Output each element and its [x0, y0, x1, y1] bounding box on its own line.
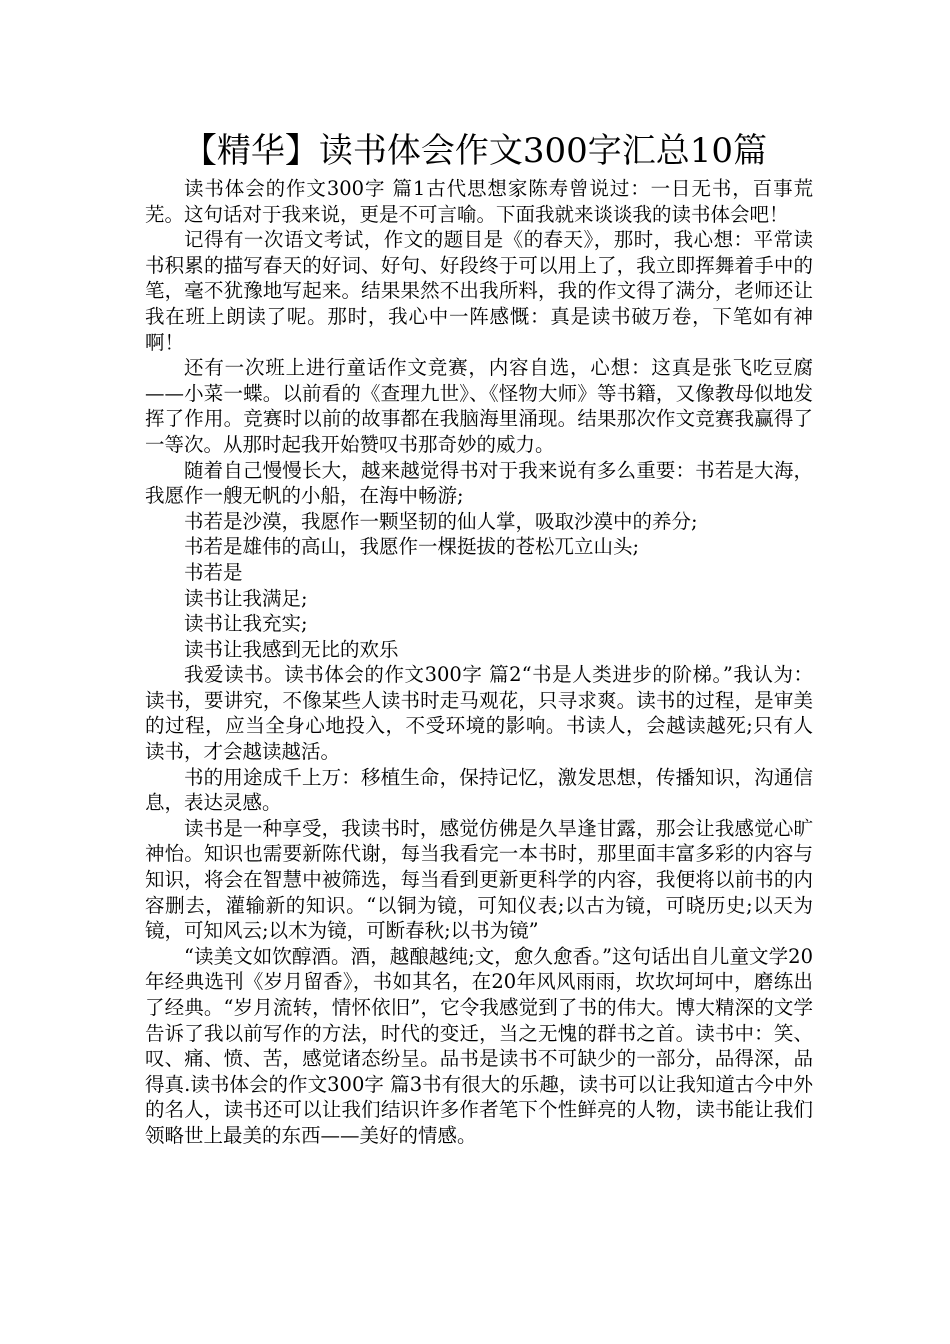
paragraph-3: 还有一次班上进行童话作文竞赛，内容自选，心想：这真是张飞吃豆腐——小菜一蝶。以前看的《查理九世》、《怪物大师》等书籍，又像教母似地发挥了作用。竞赛时以前的故事都在我脑海里涌现。结果那次作文竞赛我赢得了一等次。从那时起我开始赞叹书那奇妙的威力。: [145, 356, 813, 456]
paragraph-6: 书若是雄伟的高山，我愿作一棵挺拔的苍松兀立山头;: [184, 535, 640, 559]
paragraph-8: 读书让我满足;: [184, 586, 308, 610]
paragraph-12: 书的用途成千上万：移植生命，保持记忆，激发思想，传播知识，沟通信息，表达灵感。: [145, 765, 813, 815]
paragraph-5: 书若是沙漠，我愿作一颗坚韧的仙人掌，吸取沙漠中的养分;: [184, 509, 698, 533]
document-title: 【精华】读书体会作文300字汇总10篇: [182, 131, 768, 171]
paragraph-2: 记得有一次语文考试，作文的题目是《的春天》，那时，我心想：平常读书积累的描写春天的好词、好句、好段终于可以用上了，我立即挥舞着手中的笔，毫不犹豫地写起来。结果果然不出我所料，我的作文得了满分，老师还让我在班上朗读了呢。那时，我心中一阵感慨：真是读书破万卷，下笔如有神啊！: [145, 228, 813, 354]
paragraph-7: 书若是: [184, 560, 243, 584]
paragraph-11: 我爱读书。读书体会的作文300字 篇2“书是人类进步的阶梯。”我认为：读书，要讲究，不像某些人读书时走马观花，只寻求爽。读书的过程，是审美的过程，应当全身心地投入，不受环境的影响。书读人，会越读越死;只有人读书，才会越读越活。: [145, 663, 813, 764]
paragraph-9: 读书让我充实;: [184, 612, 308, 636]
paragraph-1: 读书体会的作文300字 篇1古代思想家陈寿曾说过：一日无书，百事荒芜。这句话对于我来说，更是不可言喻。下面我就来谈谈我的读书体会吧！: [145, 177, 813, 226]
paragraph-13: 读书是一种享受，我读书时，感觉仿佛是久旱逢甘露，那会让我感觉心旷神怡。知识也需要新陈代谢，每当我看完一本书时，那里面丰富多彩的内容与知识，将会在智慧中被筛选，每当看到更新更科学的内容，我便将以前书的内容删去，灌输新的知识。“以铜为镜，可知仪表;以古为镜，可晓历史;以天为镜，可知风云;以木为镜，可断春秋;以书为镜”: [145, 816, 813, 943]
document-body: [145, 176, 813, 1149]
paragraph-10: 读书让我感到无比的欢乐: [184, 637, 399, 661]
paragraph-14: “读美文如饮醇酒。酒，越酿越纯;文，愈久愈香。”这句话出自儿童文学20年经典选刊《岁月留香》，书如其名，在20年风风雨雨，坎坎坷坷中，磨练出了经典。“岁月流转，情怀依旧”，它令我感觉到了书的伟大。博大精深的文学告诉了我以前写作的方法，时代的变迁，当之无愧的群书之首。读书中：笑、叹、痛、愤、苦，感觉诸态纷呈。品书是读书不可缺少的一部分，品得深，品得真.读书体会的作文300字 篇3书有很大的乐趣，读书可以让我知道古今中外的名人，读书还可以让我们结识许多作者笔下个性鲜亮的人物，读书能让我们领略世上最美的东西——美好的情感。: [145, 944, 813, 1147]
paragraph-4: 随着自己慢慢长大，越来越觉得书对于我来说有多么重要：书若是大海，我愿作一艘无帆的小船，在海中畅游;: [145, 458, 813, 508]
